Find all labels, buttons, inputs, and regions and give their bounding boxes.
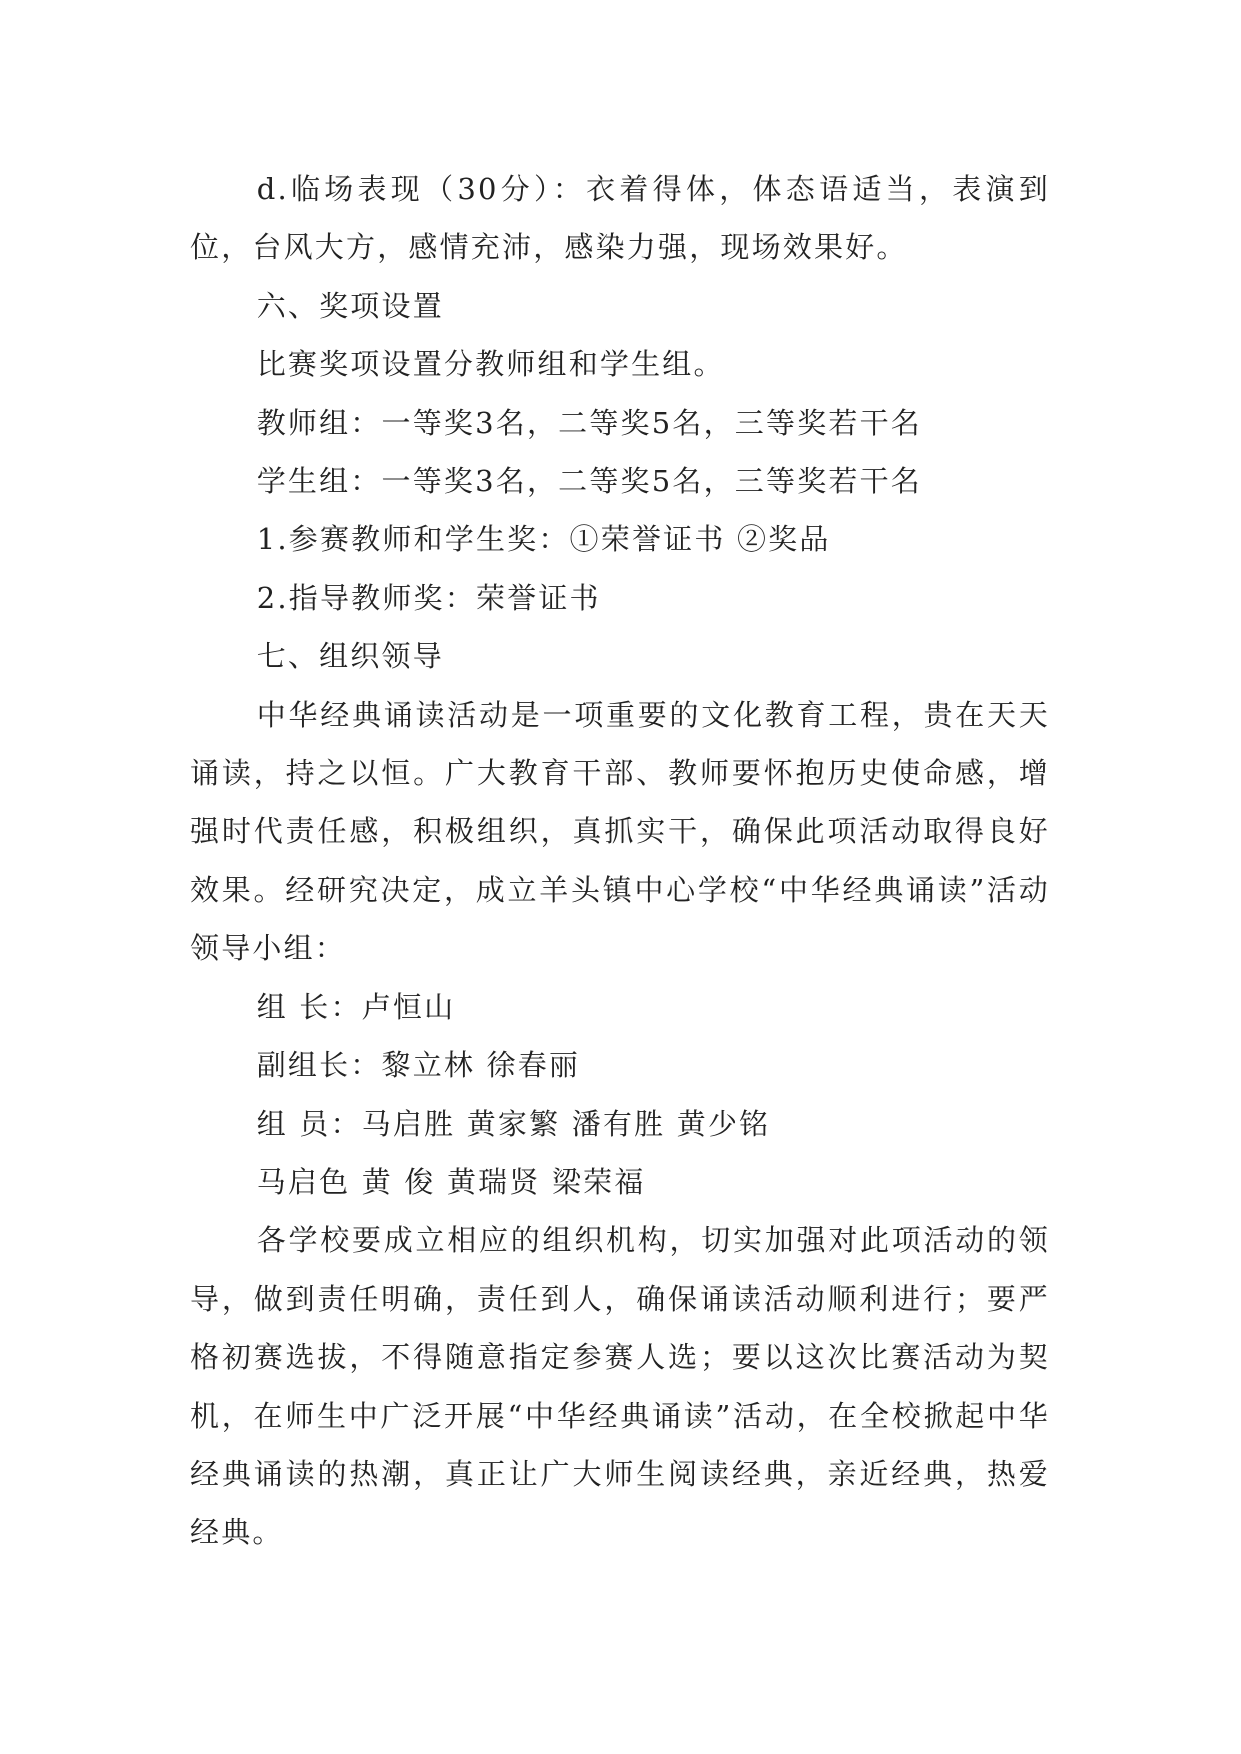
paragraph-award-groups: 比赛奖项设置分教师组和学生组。: [256, 347, 725, 382]
paragraph-performance-criteria: d.临场表现（30分）：衣着得体，体态语适当，表演到位，台风大方，感情充沛，感染力强，现场效果好。: [190, 172, 1050, 265]
section-heading-awards: 六、奖项设置: [256, 288, 444, 323]
list-item-participant-prize: 1.参赛教师和学生奖：①荣誉证书 ②奖品: [256, 522, 831, 557]
paragraph-group-leader: 组 长：卢恒山: [256, 989, 456, 1024]
paragraph-student-awards: 学生组：一等奖3名，二等奖5名，三等奖若干名: [256, 464, 922, 499]
list-item-instructor-prize: 2.指导教师奖：荣誉证书: [256, 580, 601, 615]
paragraph-organization-intro: 中华经典诵读活动是一项重要的文化教育工程，贵在天天诵读，持之以恒。广大教育干部、教师要怀抱历史使命感，增强时代责任感，积极组织，真抓实干，确保此项活动取得良好效果。经研究决定，成立羊头镇中心学校“中华经典诵读”活动领导小组：: [190, 697, 1050, 966]
section-heading-organization: 七、组织领导: [256, 639, 444, 674]
paragraph-members-continued: 马启色 黄 俊 黄瑞贤 梁荣福: [256, 1164, 646, 1199]
paragraph-teacher-awards: 教师组：一等奖3名，二等奖5名，三等奖若干名: [256, 405, 922, 440]
paragraph-requirements: 各学校要成立相应的组织机构，切实加强对此项活动的领导，做到责任明确，责任到人，确保诵读活动顺利进行；要严格初赛选拔，不得随意指定参赛人选；要以这次比赛活动为契机，在师生中广泛开展“中华经典诵读”活动，在全校掀起中华经典诵读的热潮，真正让广大师生阅读经典，亲近经典，热爱经典。: [190, 1223, 1050, 1550]
paragraph-deputy-leaders: 副组长：黎立林 徐春丽: [256, 1048, 581, 1083]
document-body: [190, 160, 1050, 1562]
paragraph-members: 组 员：马启胜 黄家繁 潘有胜 黄少铭: [256, 1106, 771, 1141]
